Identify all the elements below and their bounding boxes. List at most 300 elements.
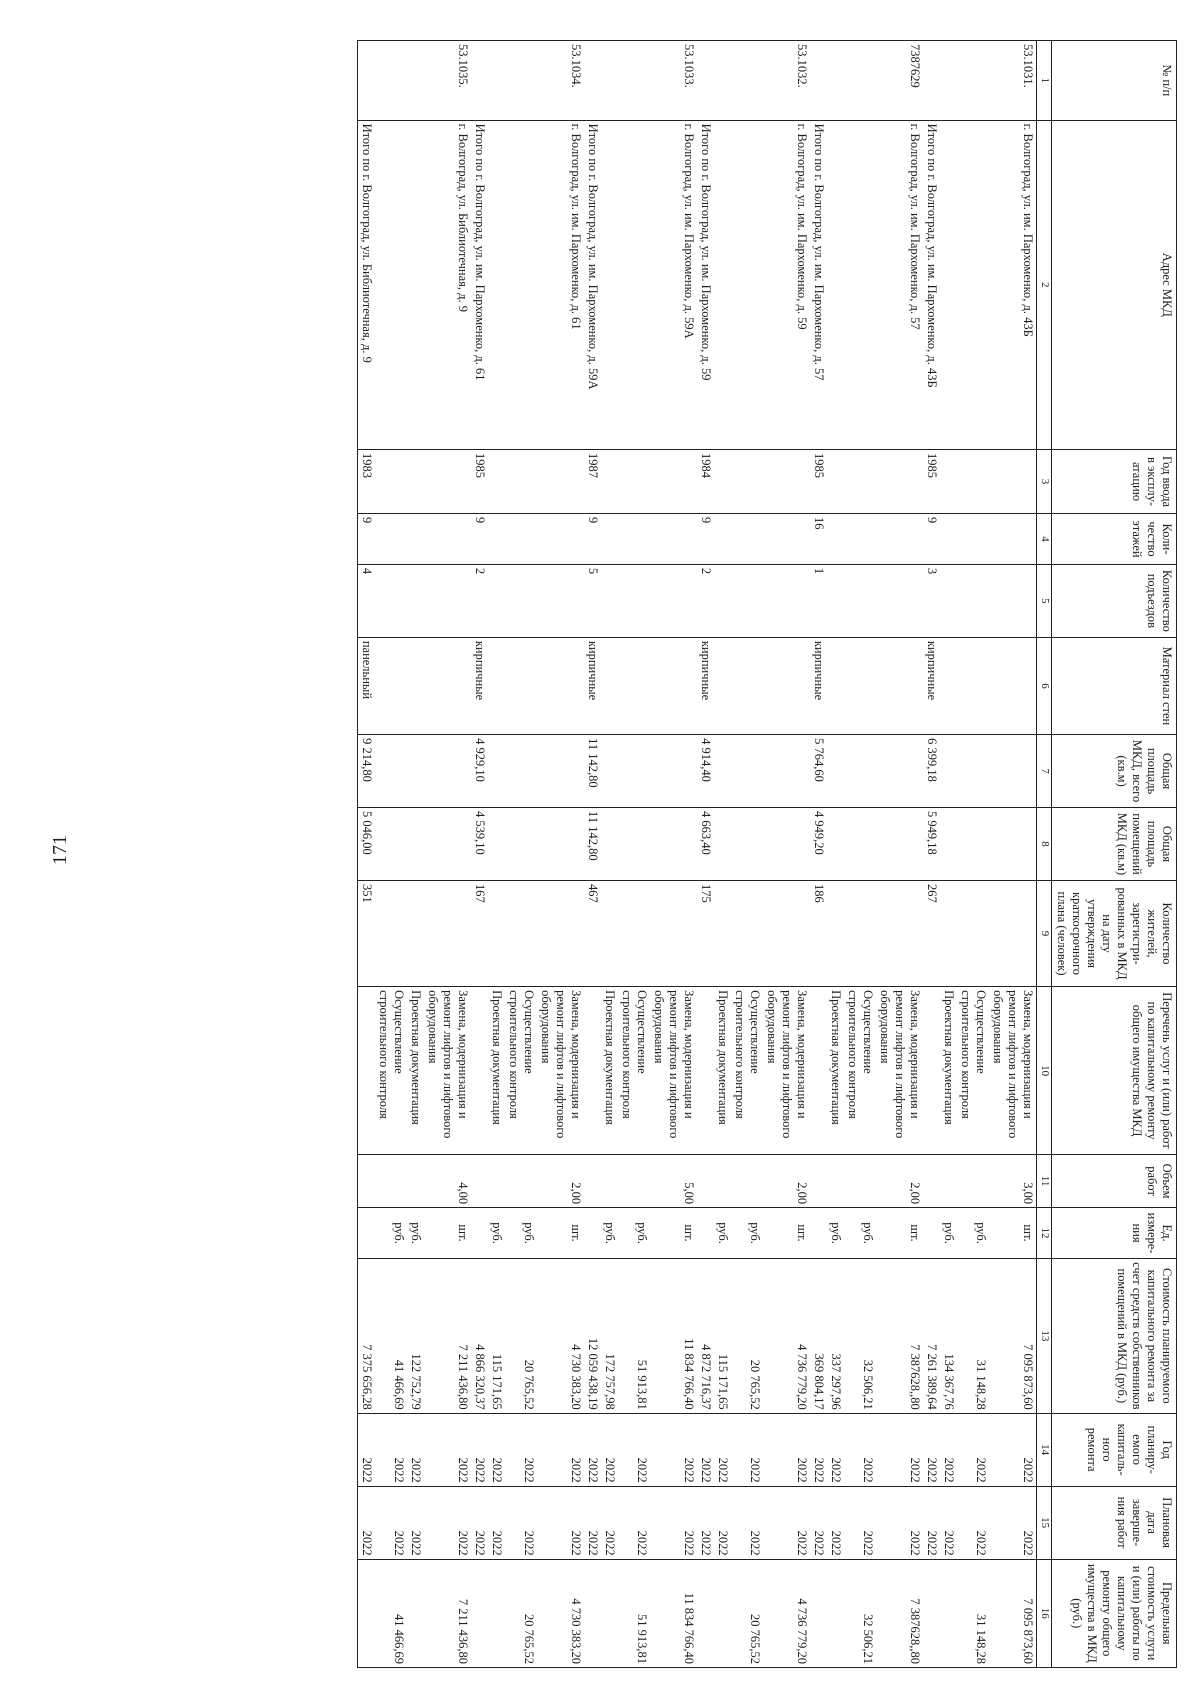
table-cell bbox=[471, 1155, 488, 1208]
table-cell bbox=[601, 637, 618, 734]
table-cell: 4 736 779,20 bbox=[763, 1559, 810, 1667]
table-cell: 2022 bbox=[827, 1413, 844, 1486]
table-row bbox=[650, 41, 697, 1668]
table-cell: 2022 bbox=[940, 1413, 957, 1486]
table-cell: 4 730 383,20 bbox=[537, 1258, 584, 1413]
table-cell: 2022 bbox=[618, 1486, 650, 1559]
table-cell bbox=[601, 1559, 618, 1667]
table-cell bbox=[763, 564, 810, 637]
table-cell: руб. bbox=[488, 1208, 505, 1259]
column-header: Плановая дата заверше- ния работ bbox=[1052, 1486, 1177, 1559]
table-cell: 2022 bbox=[488, 1486, 505, 1559]
table-cell bbox=[537, 808, 584, 881]
table-cell: 172 757,98 bbox=[601, 1258, 618, 1413]
table-cell bbox=[810, 987, 827, 1155]
table-cell: 2022 bbox=[375, 1413, 407, 1486]
table-cell bbox=[407, 449, 424, 513]
table-cell: 2022 bbox=[424, 1486, 471, 1559]
table-cell bbox=[714, 1155, 731, 1208]
table-cell: 53.1034. bbox=[537, 41, 584, 121]
table-cell bbox=[763, 637, 810, 734]
table-cell bbox=[375, 880, 407, 986]
column-number: 16 bbox=[1037, 1559, 1052, 1667]
table-cell: 16 bbox=[810, 514, 827, 565]
table-body bbox=[358, 41, 1037, 1668]
table-cell: 7 387628,,80 bbox=[876, 1559, 923, 1667]
table-cell: 4 539,10 bbox=[471, 808, 488, 881]
table-cell bbox=[584, 987, 601, 1155]
table-cell bbox=[731, 449, 763, 513]
table-cell: Осуществление строительного контроля bbox=[957, 987, 989, 1155]
table-cell bbox=[827, 514, 844, 565]
table-cell bbox=[375, 808, 407, 881]
column-header: Общая площадь помещений МКД (кв.м) bbox=[1052, 808, 1177, 881]
table-cell: 2022 bbox=[844, 1413, 876, 1486]
table-cell bbox=[424, 735, 471, 808]
table-cell bbox=[584, 41, 601, 121]
table-row bbox=[618, 41, 650, 1668]
table-cell bbox=[714, 735, 731, 808]
table-row bbox=[488, 41, 505, 1668]
table-cell bbox=[358, 1559, 376, 1667]
table-cell: Замена, модернизация и ремонт лифтов и лифтового оборудования bbox=[537, 987, 584, 1155]
table-cell: руб. bbox=[827, 1208, 844, 1259]
table-cell bbox=[375, 120, 407, 449]
table-cell bbox=[940, 514, 957, 565]
table-cell: панельный bbox=[358, 637, 376, 734]
table-cell: руб. bbox=[731, 1208, 763, 1259]
table-cell: 2 bbox=[471, 564, 488, 637]
table-cell bbox=[488, 120, 505, 449]
table-cell: руб. bbox=[375, 1208, 407, 1259]
table-cell: 31 148,28 bbox=[957, 1258, 989, 1413]
column-header: Коли- чество этажей bbox=[1052, 514, 1177, 565]
table-cell: руб. bbox=[844, 1208, 876, 1259]
table-cell: 5 764,60 bbox=[810, 735, 827, 808]
table-cell: 2022 bbox=[471, 1413, 488, 1486]
table-cell bbox=[471, 1208, 488, 1259]
table-row bbox=[940, 41, 957, 1668]
table-cell: 2022 bbox=[471, 1486, 488, 1559]
table-cell: г. Волгоград, ул. им. Пархоменко, д. 43Б bbox=[989, 120, 1037, 449]
table-row bbox=[989, 41, 1037, 1668]
table-cell bbox=[407, 637, 424, 734]
table-cell bbox=[375, 637, 407, 734]
table-row bbox=[923, 41, 940, 1668]
table-cell: 2022 bbox=[601, 1486, 618, 1559]
table-cell bbox=[618, 1155, 650, 1208]
table-row bbox=[424, 41, 471, 1668]
table-cell bbox=[844, 514, 876, 565]
table-cell: 53.1031. bbox=[989, 41, 1037, 121]
table-cell: Проектная документация bbox=[940, 987, 957, 1155]
table-cell bbox=[844, 120, 876, 449]
table-cell: 11 142,80 bbox=[584, 808, 601, 881]
table-cell: руб. bbox=[957, 1208, 989, 1259]
table-cell bbox=[601, 449, 618, 513]
table-cell bbox=[650, 514, 697, 565]
table-cell bbox=[618, 449, 650, 513]
table-cell bbox=[697, 1559, 714, 1667]
column-number: 8 bbox=[1037, 808, 1052, 881]
table-cell bbox=[601, 120, 618, 449]
table-cell: 9 bbox=[697, 514, 714, 565]
table-cell: Итого по г. Волгоград, ул. им. Пархоменко, д. 59А bbox=[584, 120, 601, 449]
column-header: Год планиру- емого капиталь- ного ремонта bbox=[1052, 1413, 1177, 1486]
table-cell: 7 211 436,80 bbox=[424, 1559, 471, 1667]
table-cell: 5 046,00 bbox=[358, 808, 376, 881]
table-cell bbox=[827, 637, 844, 734]
table-row bbox=[697, 41, 714, 1668]
table-cell bbox=[989, 880, 1037, 986]
table-cell: 2022 bbox=[358, 1486, 376, 1559]
table-cell bbox=[989, 514, 1037, 565]
table-cell bbox=[957, 120, 989, 449]
column-number: 5 bbox=[1037, 564, 1052, 637]
table-cell bbox=[650, 808, 697, 881]
table-cell bbox=[488, 880, 505, 986]
table-cell: 2022 bbox=[407, 1413, 424, 1486]
table-cell: 267 bbox=[923, 880, 940, 986]
table-cell bbox=[697, 987, 714, 1155]
table-cell bbox=[940, 637, 957, 734]
table-cell bbox=[714, 449, 731, 513]
table-cell: кирпичные bbox=[697, 637, 714, 734]
table-cell bbox=[957, 637, 989, 734]
table-cell bbox=[876, 880, 923, 986]
column-number: 9 bbox=[1037, 880, 1052, 986]
table-cell bbox=[505, 637, 537, 734]
table-cell: 2022 bbox=[876, 1413, 923, 1486]
table-cell bbox=[358, 987, 376, 1155]
table-cell bbox=[940, 808, 957, 881]
table-cell: 41 466,69 bbox=[375, 1258, 407, 1413]
table-cell: руб. bbox=[940, 1208, 957, 1259]
table-cell bbox=[488, 514, 505, 565]
table-cell bbox=[505, 1155, 537, 1208]
table-cell: 2022 bbox=[424, 1413, 471, 1486]
table-cell bbox=[714, 514, 731, 565]
table-cell bbox=[488, 808, 505, 881]
table-cell bbox=[810, 1155, 827, 1208]
table-cell: 1984 bbox=[697, 449, 714, 513]
table-cell bbox=[488, 637, 505, 734]
table-cell: 2 bbox=[697, 564, 714, 637]
table-cell: 4 bbox=[358, 564, 376, 637]
column-number: 15 bbox=[1037, 1486, 1052, 1559]
table-cell bbox=[844, 449, 876, 513]
table-cell bbox=[763, 514, 810, 565]
table-cell: Проектная документация bbox=[601, 987, 618, 1155]
table-cell: шт. bbox=[650, 1208, 697, 1259]
table-cell: руб. bbox=[505, 1208, 537, 1259]
table-cell bbox=[940, 41, 957, 121]
table-cell: шт. bbox=[876, 1208, 923, 1259]
table-cell: 1985 bbox=[810, 449, 827, 513]
column-header: Общая площадь МКД, всего (кв.м) bbox=[1052, 735, 1177, 808]
table-cell bbox=[618, 564, 650, 637]
table-cell bbox=[505, 880, 537, 986]
column-number: 2 bbox=[1037, 120, 1052, 449]
table-cell: 20 765,52 bbox=[505, 1258, 537, 1413]
table-cell bbox=[601, 564, 618, 637]
table-cell bbox=[876, 735, 923, 808]
column-number: 12 bbox=[1037, 1208, 1052, 1259]
table-cell: 467 bbox=[584, 880, 601, 986]
table-cell bbox=[618, 808, 650, 881]
table-cell bbox=[957, 880, 989, 986]
table-cell: 2,00 bbox=[763, 1155, 810, 1208]
table-cell: Замена, модернизация и ремонт лифтов и лифтового оборудования bbox=[763, 987, 810, 1155]
table-cell: Осуществление строительного контроля bbox=[375, 987, 407, 1155]
table-cell: г. Волгоград, ул. им. Пархоменко, д. 59А bbox=[650, 120, 697, 449]
table-cell: 2022 bbox=[650, 1413, 697, 1486]
table-cell bbox=[827, 880, 844, 986]
table-cell: 5 949,18 bbox=[923, 808, 940, 881]
repair-plan-table bbox=[357, 40, 1177, 1668]
table-cell: кирпичные bbox=[810, 637, 827, 734]
table-cell: г. Волгоград, ул. им. Пархоменко, д. 59 bbox=[763, 120, 810, 449]
column-header: Ед. измере- ния bbox=[1052, 1208, 1177, 1259]
table-cell bbox=[940, 880, 957, 986]
table-cell: 11 834 766,40 bbox=[650, 1559, 697, 1667]
table-cell: 2022 bbox=[697, 1486, 714, 1559]
table-row bbox=[827, 41, 844, 1668]
table-cell bbox=[957, 808, 989, 881]
table-cell: шт. bbox=[763, 1208, 810, 1259]
table-cell bbox=[731, 1155, 763, 1208]
table-cell bbox=[876, 449, 923, 513]
table-cell bbox=[424, 514, 471, 565]
table-cell: 2022 bbox=[731, 1486, 763, 1559]
table-cell bbox=[731, 637, 763, 734]
table-cell: 1985 bbox=[471, 449, 488, 513]
table-cell: 4 730 383,20 bbox=[537, 1559, 584, 1667]
table-cell: 1985 bbox=[923, 449, 940, 513]
table-cell bbox=[844, 880, 876, 986]
table-cell bbox=[584, 1208, 601, 1259]
table-cell bbox=[407, 1559, 424, 1667]
table-row bbox=[537, 41, 584, 1668]
table-cell: 2022 bbox=[810, 1413, 827, 1486]
table-cell: 2022 bbox=[923, 1486, 940, 1559]
table-cell: руб. bbox=[601, 1208, 618, 1259]
table-cell bbox=[827, 564, 844, 637]
table-cell bbox=[810, 1559, 827, 1667]
table-cell bbox=[827, 41, 844, 121]
table-cell: 337 297,96 bbox=[827, 1258, 844, 1413]
table-cell: 11 834 766,40 bbox=[650, 1258, 697, 1413]
table-cell bbox=[940, 120, 957, 449]
table-cell: Проектная документация bbox=[407, 987, 424, 1155]
table-cell bbox=[537, 735, 584, 808]
table-cell bbox=[505, 735, 537, 808]
table-cell bbox=[650, 564, 697, 637]
table-cell: 2022 bbox=[763, 1413, 810, 1486]
table-cell: Замена, модернизация и ремонт лифтов и лифтового оборудования bbox=[424, 987, 471, 1155]
table-cell bbox=[618, 41, 650, 121]
table-row bbox=[810, 41, 827, 1668]
table-cell: 2022 bbox=[584, 1486, 601, 1559]
table-cell: кирпичные bbox=[584, 637, 601, 734]
table-cell: 2022 bbox=[650, 1486, 697, 1559]
table-cell bbox=[505, 120, 537, 449]
table-row bbox=[375, 41, 407, 1668]
table-cell: 2022 bbox=[940, 1486, 957, 1559]
table-cell bbox=[375, 449, 407, 513]
table-cell: 1987 bbox=[584, 449, 601, 513]
column-header: Количество жителей, зарегистри- рованных в МКД на дату утверждения краткосрочного плана (человек) bbox=[1052, 880, 1177, 986]
table-cell: 7 095 873,60 bbox=[989, 1258, 1037, 1413]
table-cell: Замена, модернизация и ремонт лифтов и лифтового оборудования bbox=[989, 987, 1037, 1155]
table-cell: 12 059 438,19 bbox=[584, 1258, 601, 1413]
table-cell bbox=[940, 449, 957, 513]
table-cell: 2022 bbox=[957, 1486, 989, 1559]
column-header: Объем работ bbox=[1052, 1155, 1177, 1208]
table-cell bbox=[763, 735, 810, 808]
column-number: 3 bbox=[1037, 449, 1052, 513]
table-cell: 115 171,65 bbox=[714, 1258, 731, 1413]
column-number: 10 bbox=[1037, 987, 1052, 1155]
table-row bbox=[505, 41, 537, 1668]
table-cell: 53.1033. bbox=[650, 41, 697, 121]
table-cell: 2022 bbox=[763, 1486, 810, 1559]
table-cell bbox=[407, 120, 424, 449]
table-cell bbox=[505, 514, 537, 565]
column-header: Предельная стоимость услуги и (или) работы по капитальному ремонту общего имущества в МКД (руб.) bbox=[1052, 1559, 1177, 1667]
table-cell bbox=[957, 449, 989, 513]
table-cell: Замена, модернизация и ремонт лифтов и лифтового оборудования bbox=[650, 987, 697, 1155]
table-cell: 20 765,52 bbox=[731, 1258, 763, 1413]
table-cell bbox=[827, 808, 844, 881]
table-cell: Проектная документация bbox=[488, 987, 505, 1155]
table-cell: 2022 bbox=[876, 1486, 923, 1559]
table-row bbox=[714, 41, 731, 1668]
table-cell bbox=[827, 1155, 844, 1208]
table-cell bbox=[424, 564, 471, 637]
table-cell: руб. bbox=[714, 1208, 731, 1259]
table-cell: 51 913,81 bbox=[618, 1559, 650, 1667]
table-cell: 2022 bbox=[697, 1413, 714, 1486]
table-cell bbox=[618, 880, 650, 986]
table-cell: 53.1032. bbox=[763, 41, 810, 121]
table-cell bbox=[537, 880, 584, 986]
table-cell: 2022 bbox=[505, 1486, 537, 1559]
table-cell: шт. bbox=[989, 1208, 1037, 1259]
table-cell bbox=[940, 735, 957, 808]
table-cell bbox=[584, 1155, 601, 1208]
table-cell bbox=[714, 637, 731, 734]
column-number: 1 bbox=[1037, 41, 1052, 121]
table-cell bbox=[537, 637, 584, 734]
table-cell bbox=[957, 735, 989, 808]
table-cell bbox=[957, 564, 989, 637]
column-header: Стоимость планируемого капитального ремонта за счет средств собственников помещений в МКД (руб.) bbox=[1052, 1258, 1177, 1413]
table-cell bbox=[731, 564, 763, 637]
table-cell bbox=[957, 514, 989, 565]
table-row bbox=[471, 41, 488, 1668]
table-cell: 1983 bbox=[358, 449, 376, 513]
column-header: Адрес МКД bbox=[1052, 120, 1177, 449]
column-header: Перечень услуг и (или) работ по капитальному ремонту общего имущества МКД bbox=[1052, 987, 1177, 1155]
table-cell bbox=[844, 1155, 876, 1208]
table-cell: 53.1035. bbox=[424, 41, 471, 121]
table-cell bbox=[650, 449, 697, 513]
table-cell bbox=[827, 449, 844, 513]
table-cell: Итого по г. Волгоград, ул. им. Пархоменко, д. 43Б bbox=[923, 120, 940, 449]
table-cell bbox=[714, 808, 731, 881]
table-cell bbox=[876, 564, 923, 637]
table-cell: 3 bbox=[923, 564, 940, 637]
table-cell: Итого по г. Волгоград, ул. им. Пархоменко, д. 57 bbox=[810, 120, 827, 449]
table-cell bbox=[471, 1559, 488, 1667]
table-cell bbox=[923, 1208, 940, 1259]
table-cell: Итого по г. Волгоград, ул. им. Пархоменко, д. 59 bbox=[697, 120, 714, 449]
table-cell bbox=[505, 564, 537, 637]
header-row bbox=[1052, 41, 1177, 1668]
table-cell: Замена, модернизация и ремонт лифтов и лифтового оборудования bbox=[876, 987, 923, 1155]
table-cell bbox=[618, 120, 650, 449]
table-cell: 2022 bbox=[989, 1413, 1037, 1486]
table-cell bbox=[923, 1559, 940, 1667]
table-cell bbox=[844, 637, 876, 734]
table-cell: 3,00 bbox=[989, 1155, 1037, 1208]
table-cell: Осуществление строительного контроля bbox=[844, 987, 876, 1155]
table-cell bbox=[989, 449, 1037, 513]
table-cell bbox=[923, 1155, 940, 1208]
table-cell bbox=[375, 735, 407, 808]
table-cell: 4 866 320,37 bbox=[471, 1258, 488, 1413]
table-cell: 2022 bbox=[584, 1413, 601, 1486]
table-cell: 2,00 bbox=[876, 1155, 923, 1208]
column-header: № п/п bbox=[1052, 41, 1177, 121]
table-cell bbox=[407, 1155, 424, 1208]
table-row bbox=[358, 41, 376, 1668]
table-cell: 9 bbox=[923, 514, 940, 565]
table-cell: 2022 bbox=[537, 1413, 584, 1486]
table-cell bbox=[407, 41, 424, 121]
table-cell bbox=[844, 735, 876, 808]
table-cell: 4 663,40 bbox=[697, 808, 714, 881]
table-cell bbox=[810, 41, 827, 121]
table-cell: 2022 bbox=[844, 1486, 876, 1559]
table-cell: 2022 bbox=[957, 1413, 989, 1486]
table-cell bbox=[601, 880, 618, 986]
table-cell: 2022 bbox=[827, 1486, 844, 1559]
table-cell: 6 399,18 bbox=[923, 735, 940, 808]
table-cell: 11 142,80 bbox=[584, 735, 601, 808]
table-cell: 122 752,79 bbox=[407, 1258, 424, 1413]
table-cell bbox=[488, 1155, 505, 1208]
table-cell bbox=[923, 41, 940, 121]
table-cell: 2022 bbox=[731, 1413, 763, 1486]
table-cell: 5 bbox=[584, 564, 601, 637]
table-cell: 7 211 436,80 bbox=[424, 1258, 471, 1413]
table-cell: 2022 bbox=[601, 1413, 618, 1486]
table-cell bbox=[488, 1559, 505, 1667]
table-cell bbox=[358, 1208, 376, 1259]
table-cell bbox=[763, 808, 810, 881]
table-cell bbox=[424, 880, 471, 986]
table-cell: руб. bbox=[618, 1208, 650, 1259]
table-row bbox=[407, 41, 424, 1668]
table-cell: 5,00 bbox=[650, 1155, 697, 1208]
table-cell: 4 914,40 bbox=[697, 735, 714, 808]
table-cell bbox=[697, 41, 714, 121]
table-row bbox=[731, 41, 763, 1668]
table-cell: г. Волгоград, ул. им. Пархоменко, д. 61 bbox=[537, 120, 584, 449]
table-cell: 2,00 bbox=[537, 1155, 584, 1208]
